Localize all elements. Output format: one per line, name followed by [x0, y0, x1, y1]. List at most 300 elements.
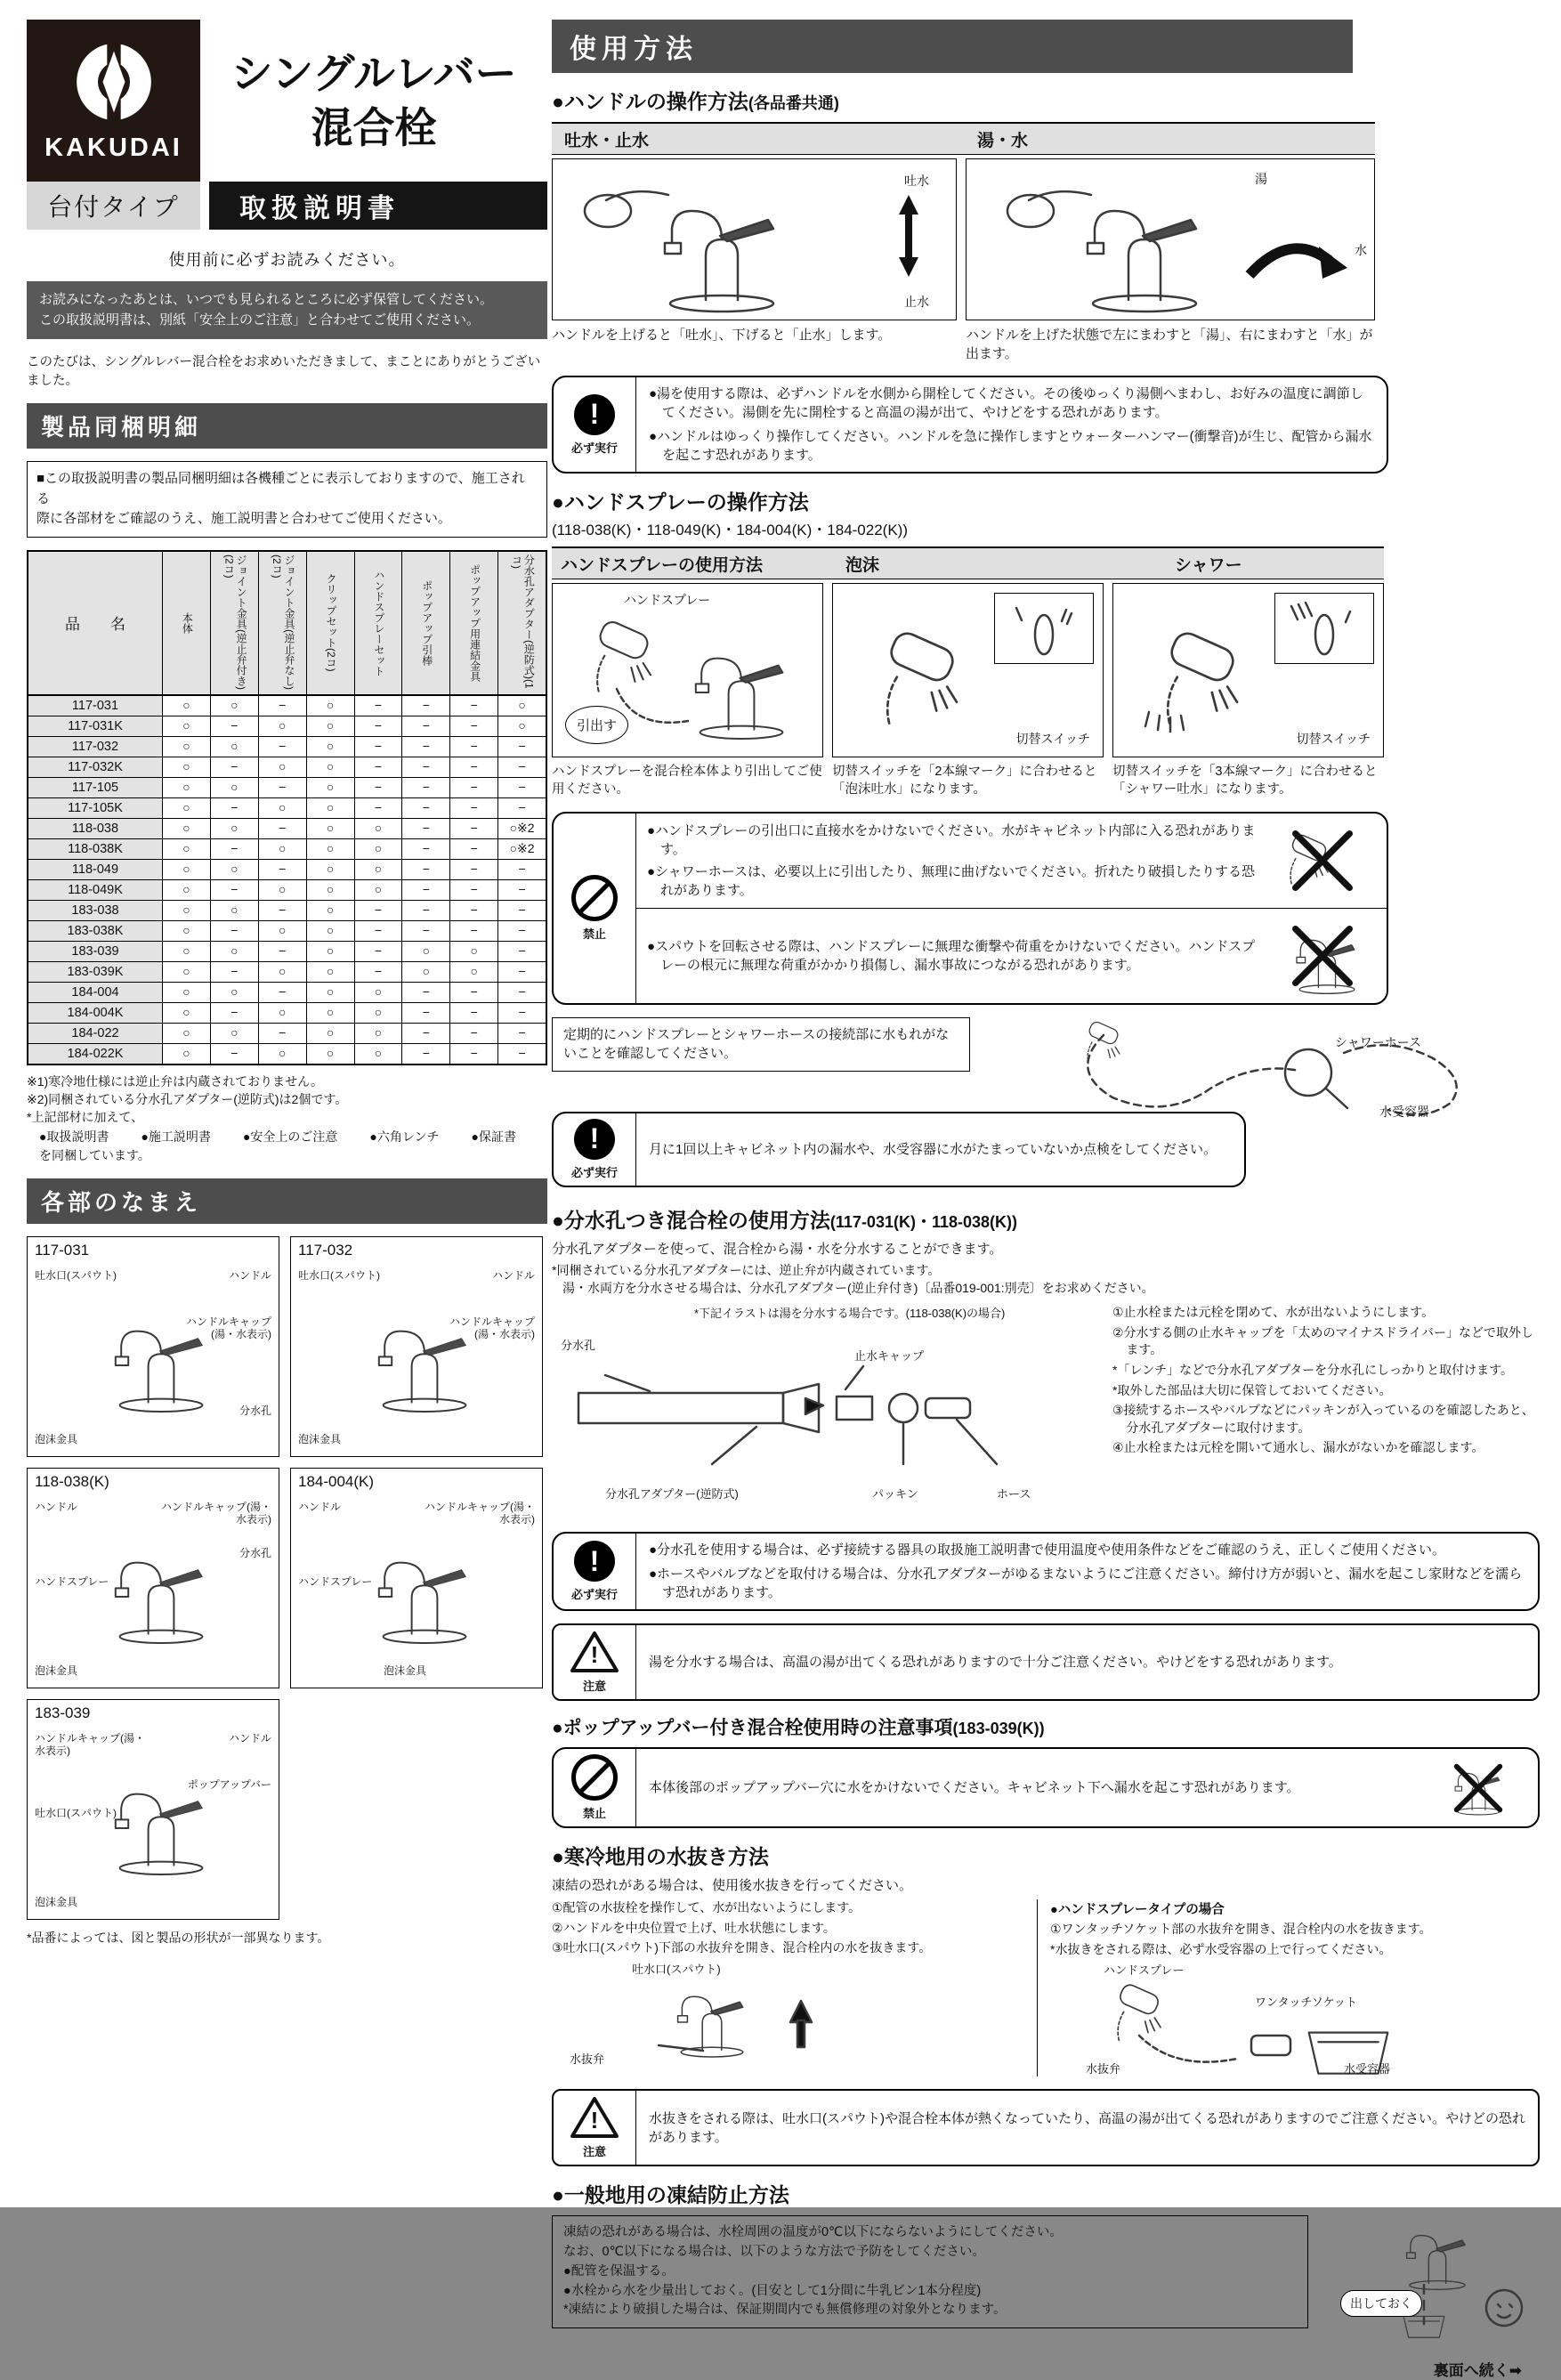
included-mark: −: [450, 716, 498, 736]
product-code: 117-105: [28, 778, 163, 797]
tab-spout-stop: 吐水・止水: [564, 132, 650, 150]
included-mark: −: [259, 983, 307, 1002]
footnote-1: ※1)寒冷地仕様には逆止弁は内蔵されておりません。: [27, 1073, 324, 1089]
included-mark: ○: [259, 962, 307, 982]
included-mark: ○: [163, 983, 211, 1002]
parts-model-id: 183-039: [35, 1704, 91, 1721]
label-packing: パッキン: [872, 1487, 918, 1502]
included-mark: ○: [355, 1044, 403, 1064]
freeze-line: 凍結の恐れがある場合は、水栓周囲の温度が0℃以下にならないようにしてください。: [563, 2225, 1063, 2240]
included-mark: ○: [163, 696, 211, 716]
included-mark: ○: [307, 716, 355, 736]
included-mark: −: [450, 737, 498, 757]
included-note-line2: 際に各部材をご確認のうえ、施工説明書と合わせてご使用ください。: [36, 511, 451, 526]
drain-intro: 凍結の恐れがある場合は、使用後水抜きを行ってください。: [552, 1878, 913, 1894]
freeze-line: ●水栓から水を少量出しておく。(目安として1分間に牛乳ビン1本分程度): [563, 2283, 982, 2298]
part-label: ハンドル: [228, 1268, 271, 1282]
footnote-2: ※2)同梱されている分水孔アダプター(逆防式)は2個です。: [27, 1091, 348, 1106]
keep-note-line1: お読みになったあとは、いつでも見られるところに必ず保管してください。: [39, 292, 494, 307]
prohibit-box-spray: [552, 812, 1388, 1005]
section-included-title: 製品同梱明細: [27, 403, 547, 449]
bunsui-diagram-note: *下記イラストは湯を分水する場合です。(118-038(K)の場合): [694, 1307, 1006, 1321]
drain-right-title: ●ハンドスプレータイプの場合: [1050, 1903, 1225, 1918]
included-mark: ○: [307, 901, 355, 920]
prohibit-icon-col: [554, 814, 636, 1003]
included-mark: −: [211, 1044, 259, 1064]
handle-heading: [552, 85, 1540, 115]
included-mark: ○※2: [509, 820, 535, 835]
spray-heading-text: ●ハンドスプレーの操作方法: [552, 490, 809, 514]
included-note-line1: ■この取扱説明書の製品同梱明細は各機種ごとに表示しておりますので、施工される: [36, 471, 525, 506]
label-spout: 吐水: [904, 174, 929, 188]
mandatory-bullet: ●湯を使用する際は、必ずハンドルを水側から開栓してください。その後ゆっくり湯側へまわし、お好みの温度に調節してください。湯側を先に開栓すると高温の湯が出て、やけどをする恐れがあります。: [649, 386, 1363, 420]
product-code: 117-031K: [28, 716, 163, 736]
parts-model-id: 184-004(K): [298, 1472, 375, 1490]
included-mark: −: [450, 880, 498, 900]
included-mark: −: [211, 798, 259, 818]
included-mark: ○: [163, 860, 211, 879]
product-code: 117-105K: [28, 798, 163, 818]
column-header: ジョイント金具(逆止弁なし)(2コ): [259, 552, 307, 694]
mandatory-bullet: ●ハンドルはゆっくり操作してください。ハンドルを急に操作しますとウォーターハンマー(衝撃音)が生じ、配管から漏水を起こす恐れがあります。: [649, 429, 1372, 463]
included-mark: ○: [259, 921, 307, 941]
table-row: [28, 778, 546, 798]
included-mark: ○: [163, 1024, 211, 1043]
doc-label: 取扱説明書: [209, 182, 547, 230]
drain-step: ①配管の水抜栓を操作して、水が出ないようにします。: [552, 1900, 861, 1915]
mandatory-label: 必ず実行: [570, 441, 618, 455]
product-code: 183-039: [28, 942, 163, 961]
included-mark: ○: [307, 696, 355, 716]
included-mark: −: [259, 901, 307, 920]
bunsui-steps: [1112, 1304, 1540, 1460]
included-mark: −: [402, 921, 450, 941]
popup-heading: [552, 1713, 1540, 1740]
parts-diagram-box: [290, 1236, 543, 1457]
extra-item: ●施工説明書: [141, 1129, 211, 1145]
column-header: ポップアップ用連結金具: [450, 552, 498, 694]
section-parts-title: 各部のなまえ: [27, 1178, 547, 1224]
part-label: 吐水口(スパウト): [298, 1268, 380, 1282]
extra-items: [27, 1128, 547, 1145]
included-mark: −: [518, 758, 526, 773]
label-spout: 吐水口(スパウト): [632, 1962, 721, 1976]
included-mark: ○: [163, 839, 211, 859]
panel-spout-stop: [552, 158, 957, 320]
parts-diagram-box: [27, 1236, 279, 1457]
included-mark: −: [355, 778, 403, 797]
included-mark: −: [402, 860, 450, 879]
extra-prefix: *上記部材に加えて、: [27, 1110, 144, 1125]
bunsui-step: ②分水する側の止水キャップを「太めのマイナスドライバー」などで取外します。: [1112, 1324, 1534, 1357]
part-label: 泡沫金具: [35, 1895, 78, 1908]
hose-illustration: [1050, 1017, 1531, 1124]
drain-step: *水抜きをされる際は、必ず水受容器の上で行ってください。: [1050, 1941, 1392, 1956]
label-water-receiver: 水受容器: [1379, 1104, 1429, 1119]
included-note-box: [27, 461, 547, 538]
prohibit-bullet: ●スパウトを回転させる際は、ハンドスプレーに無理な衝撃や荷重をかけないでください。ハンドスプレーの根元に無理な荷重がかかり損傷し、漏水事故につながる恐れがあります。: [647, 938, 1256, 973]
faucet-illustration: [353, 1296, 496, 1421]
label-handspray: ハンドスプレー: [624, 593, 711, 607]
mandatory-bullet: ●分水孔を使用する場合は、必ず接続する器具の取扱施工説明書で使用温度や使用条件などをご確認のうえ、正しくご使用ください。: [649, 1542, 1445, 1558]
included-mark: −: [211, 962, 259, 982]
included-mark: ○: [355, 819, 403, 838]
prohibit-label: 禁止: [582, 927, 606, 941]
crossed-faucet-icon: [1269, 916, 1376, 996]
prohibit-icon: [571, 1754, 618, 1801]
part-label: ハンドルキャップ(湯・水表示): [35, 1731, 145, 1758]
title-line1: シングルレバー: [231, 49, 517, 97]
caution-icon: !: [570, 2096, 619, 2139]
part-label: ハンドル: [228, 1731, 271, 1745]
included-mark: −: [518, 963, 526, 978]
handle-panels: [552, 158, 1540, 320]
freeze-note-box: [552, 2215, 1308, 2328]
product-code: 118-038K: [28, 839, 163, 859]
label-shower-hose: シャワーホース: [1335, 1034, 1422, 1049]
included-mark: −: [259, 696, 307, 716]
included-mark: ○: [355, 880, 403, 900]
part-label: ハンドルキャップ(湯・水表示): [449, 1315, 535, 1341]
table-row: [28, 962, 546, 983]
included-mark: ○: [307, 1003, 355, 1023]
spray-models: (118-038(K)・118-049(K)・184-004(K)・184-022(K)): [552, 522, 908, 538]
freeze-line: なお、0℃以下になる場合は、以下のような方法で予防をしてください。: [563, 2245, 985, 2260]
spray-captions: [552, 763, 1540, 799]
caution-icon-col: [554, 1625, 636, 1699]
table-row: [28, 983, 546, 1003]
included-mark: ○: [307, 1044, 355, 1064]
caution-icon: !: [570, 1631, 619, 1673]
included-mark: −: [211, 1003, 259, 1023]
included-mark: −: [518, 943, 526, 958]
caption-shower: 切替スイッチを「3本線マーク」に合わせると「シャワー吐水」になります。: [1112, 765, 1378, 797]
handle-tab-bar: [552, 122, 1375, 155]
included-mark: −: [450, 860, 498, 879]
included-mark: −: [259, 942, 307, 961]
popup-heading-sub: (183-039(K)): [952, 1720, 1045, 1738]
part-label: ハンドル: [491, 1268, 535, 1282]
part-label: ハンドルキャップ(湯・水表示): [185, 1315, 271, 1341]
label-drain-valve: 水抜弁: [570, 2052, 605, 2066]
freeze-line: *凍結により破損した場合は、保証期間内でも無償修理の対象外となります。: [563, 2303, 1007, 2318]
bunsui-block: [552, 1304, 1540, 1519]
product-code: 183-038: [28, 901, 163, 920]
switch-inset-3line: [1274, 593, 1374, 664]
included-mark: ○: [307, 819, 355, 838]
product-code: 183-039K: [28, 962, 163, 982]
column-header: クリップセット(2コ): [307, 552, 355, 694]
table-row: [28, 901, 546, 921]
included-mark: −: [402, 737, 450, 757]
included-mark: −: [259, 778, 307, 797]
included-mark: −: [518, 861, 526, 876]
switch-inset-2line: [994, 593, 1094, 664]
drain-heading: ●寒冷地用の水抜き方法: [552, 1845, 769, 1869]
crossed-faucet-icon: [1269, 821, 1376, 901]
freeze-block: [552, 2215, 1540, 2349]
included-mark: −: [402, 798, 450, 818]
included-table-header: [28, 552, 546, 696]
panel-aerator: [832, 583, 1104, 757]
bunsui-step: ①止水栓または元栓を閉めて、水が出ないようにします。: [1112, 1305, 1435, 1320]
table-row: [28, 880, 546, 901]
faucet-illustration: [90, 1759, 232, 1883]
column-header: 本体: [163, 552, 211, 694]
prohibit-icon-col: [554, 1749, 636, 1826]
parts-model-id: 118-038(K): [35, 1472, 109, 1490]
left-column: [27, 20, 547, 1947]
included-mark: −: [450, 921, 498, 941]
included-mark: −: [450, 1044, 498, 1064]
spray-heading: [552, 486, 1540, 515]
included-mark: ○: [163, 880, 211, 900]
included-mark: −: [259, 860, 307, 879]
included-mark: −: [518, 1024, 526, 1040]
extra-item: ●取扱説明書: [39, 1129, 109, 1145]
label-switch: 切替スイッチ: [1296, 732, 1371, 746]
part-label: ハンドスプレー: [35, 1575, 109, 1588]
included-mark: ○: [163, 757, 211, 777]
table-row: [28, 860, 546, 880]
extra-item: ●保証書: [471, 1129, 516, 1145]
leak-check-area: [552, 1017, 1540, 1192]
table-row: [28, 716, 546, 737]
included-mark: ○: [211, 778, 259, 797]
included-mark: −: [450, 819, 498, 838]
included-mark: ○: [163, 962, 211, 982]
drain-step: ①ワンタッチソケット部の水抜弁を開き、混合栓内の水を抜きます。: [1050, 1922, 1432, 1937]
mandatory-icon: !: [574, 394, 615, 435]
included-mark: ○: [450, 962, 498, 982]
included-mark: ○: [307, 983, 355, 1002]
mandatory-bullet: ●ホースやバルブなどを取付ける場合は、分水孔アダプターがゆるまないようにご注意ください。締付け方が弱いと、漏水を起こし家財などを濡らす恐れがあります。: [649, 1566, 1523, 1601]
included-mark: ○: [259, 880, 307, 900]
prohibit-cell-top: [636, 814, 1387, 908]
included-mark: −: [211, 880, 259, 900]
page-title: [231, 46, 516, 155]
type-label: 台付タイプ: [27, 182, 200, 230]
drain-left-diagram: [552, 1960, 1037, 2067]
caution-box-drain: [552, 2089, 1540, 2166]
mandatory-box-bunsui: [552, 1532, 1540, 1611]
table-row: [28, 737, 546, 757]
handle-captions: [552, 326, 1540, 363]
included-mark: ○: [163, 921, 211, 941]
tab-shower: シャワー: [1175, 556, 1242, 575]
brand-name: KAKUDAI: [44, 133, 182, 162]
product-code: 184-004K: [28, 1003, 163, 1023]
mandatory-label: 必ず実行: [570, 1588, 618, 1602]
included-mark: −: [518, 1045, 526, 1060]
label-hose: ホース: [997, 1487, 1031, 1502]
parts-model-id: 117-031: [35, 1241, 90, 1259]
keep-note-box: [27, 281, 547, 339]
included-mark: ○: [518, 697, 526, 712]
drain-right-diagram: [1050, 1961, 1535, 2076]
included-mark: −: [211, 839, 259, 859]
column-header: 分水孔アダプター(逆防式)(1コ): [510, 554, 536, 689]
table-row: [28, 1024, 546, 1044]
table-row: [28, 798, 546, 819]
tab-hot-cold: 湯・水: [977, 132, 1029, 150]
drain-step: ③吐水口(スパウト)下部の水抜弁を開き、混合栓内の水を抜きます。: [552, 1940, 932, 1955]
label-keep-running: 出しておく: [1340, 2290, 1422, 2317]
extra-item: ●六角レンチ: [369, 1129, 440, 1145]
table-row: [28, 1044, 546, 1064]
included-mark: −: [402, 778, 450, 797]
parts-diagram-box: [27, 1699, 279, 1920]
spray-head-illustration: [842, 605, 1002, 748]
included-mark: −: [402, 901, 450, 920]
prohibit-bullet: ●シャワーホースは、必要以上に引出したり、無理に曲げないでください。折れたり破損したりする恐れがあります。: [647, 863, 1256, 898]
included-mark: ○: [307, 778, 355, 797]
included-mark: −: [518, 779, 526, 794]
table-row: [28, 921, 546, 942]
included-mark: ○: [259, 1044, 307, 1064]
part-label: ハンドスプレー: [298, 1575, 373, 1588]
mandatory-icon-col: [554, 1534, 636, 1609]
bunsui-intro: 分水孔アダプターを使って、混合栓から湯・水を分水することができます。: [552, 1241, 1003, 1257]
included-mark: −: [355, 737, 403, 757]
part-label: 泡沫金具: [35, 1432, 78, 1445]
prohibit-icon: [571, 875, 618, 921]
included-mark: ○: [450, 942, 498, 961]
extra-item: ●安全上のご注意: [242, 1129, 338, 1145]
bunsui-step: *「レンチ」などで分水孔アダプターを分水孔にしっかりと取付けます。: [1112, 1362, 1514, 1377]
label-branch-hole: 分水孔: [561, 1339, 596, 1353]
panel-shower: [1112, 583, 1384, 757]
faucet-illustration: [353, 1527, 496, 1652]
included-table-rows: [28, 696, 546, 1064]
brand-header: [27, 20, 547, 182]
included-mark: ○: [211, 819, 259, 838]
continue-note: 裏面へ続く➡: [1433, 2362, 1522, 2380]
faucet-illustration: [90, 1296, 232, 1421]
kakudai-logo-icon: [71, 39, 157, 125]
label-cold: 水: [1355, 243, 1367, 257]
right-column: [552, 20, 1540, 2380]
part-label: ハンドルキャップ(湯・水表示): [425, 1500, 535, 1526]
part-label: 分水孔: [239, 1404, 271, 1417]
bunsui-step: *取外した部品は大切に保管しておいてください。: [1112, 1382, 1392, 1397]
included-mark: ○: [259, 716, 307, 736]
mandatory-label: 必ず実行: [570, 1165, 618, 1179]
included-mark: −: [402, 819, 450, 838]
read-first-note: 使用前に必ずお読みください。: [168, 251, 406, 269]
mandatory-box-handle: [552, 376, 1388, 474]
table-row: [28, 819, 546, 839]
included-mark: −: [211, 716, 259, 736]
included-mark: ○: [307, 737, 355, 757]
popup-heading-text: ●ポップアップバー付き混合栓使用時の注意事項: [552, 1718, 953, 1739]
caution-text: 湯を分水する場合は、高温の湯が出てくる恐れがありますので十分ご注意ください。やけどをする恐れがあります。: [649, 1655, 1342, 1671]
included-mark: −: [450, 778, 498, 797]
included-mark: ○: [402, 962, 450, 982]
type-row: [27, 182, 547, 230]
included-mark: −: [402, 716, 450, 736]
parts-footnote: *品番によっては、図と製品の形状が一部異なります。: [27, 1930, 330, 1945]
drain-left-column: [552, 1899, 1037, 2076]
column-header: ポップアップ引棒: [402, 552, 450, 694]
included-mark: ○: [211, 737, 259, 757]
part-label: ハンドル: [35, 1500, 78, 1513]
up-down-arrow-icon: [897, 195, 920, 277]
included-mark: −: [355, 942, 403, 961]
brand-logo-box: [27, 20, 200, 182]
mandatory-box-monthly: [552, 1112, 1246, 1187]
thanks-note: このたびは、シングルレバー混合栓をお求めいただきまして、まことにありがとうございました。: [27, 355, 541, 388]
included-mark: −: [355, 921, 403, 941]
included-mark: −: [450, 798, 498, 818]
included-mark: −: [402, 839, 450, 859]
extra-suffix: を同梱しています。: [39, 1147, 150, 1162]
bunsui-step: ④止水栓または元栓を開いて通水し、漏水がないかを確認します。: [1112, 1440, 1484, 1455]
product-code: 118-038: [28, 819, 163, 838]
product-code: 118-049K: [28, 880, 163, 900]
included-mark: −: [518, 738, 526, 753]
column-header-name: 品 名: [28, 552, 163, 694]
leak-check-note-box: 定期的にハンドスプレーとシャワーホースの接続部に水もれがないことを確認してください。: [552, 1017, 970, 1073]
included-mark: ○: [211, 901, 259, 920]
included-mark: −: [355, 901, 403, 920]
part-label: 泡沫金具: [384, 1664, 427, 1677]
mandatory-content: [636, 377, 1387, 472]
included-mark: ○: [259, 839, 307, 859]
included-mark: −: [450, 696, 498, 716]
mandatory-icon: !: [574, 1541, 615, 1582]
included-mark: ○: [307, 921, 355, 941]
label-adapter: 分水孔アダプター(逆防式): [605, 1487, 739, 1502]
parts-diagram-box: [27, 1468, 279, 1688]
parts-model-id: 117-032: [298, 1241, 353, 1259]
included-mark: −: [402, 1044, 450, 1064]
included-mark: ○: [163, 942, 211, 961]
included-mark: ○: [307, 962, 355, 982]
prohibit-box-popup: [552, 1747, 1540, 1828]
included-mark: −: [259, 737, 307, 757]
product-code: 118-049: [28, 860, 163, 879]
handle-heading-text: ●ハンドルの操作方法: [552, 90, 748, 113]
included-mark: −: [518, 922, 526, 937]
crossed-faucet-icon: [1428, 1758, 1525, 1818]
label-stop: 止水: [904, 295, 929, 309]
part-label: ハンドルキャップ(湯・水表示): [161, 1500, 271, 1526]
label-receiver: 水受容器: [1344, 2062, 1391, 2076]
tab-aerator: 泡沫: [845, 556, 880, 575]
included-mark: −: [518, 799, 526, 814]
included-mark: ○: [355, 983, 403, 1002]
part-label: 吐水口(スパウト): [35, 1806, 117, 1819]
included-mark: ○: [518, 717, 526, 733]
keep-note-line2: この取扱説明書は、別紙「安全上のご注意」と合わせてご使用ください。: [39, 312, 481, 328]
bunsui-heading-text: ●分水孔つき混合栓の使用方法: [552, 1208, 830, 1232]
included-mark: −: [402, 880, 450, 900]
included-mark: −: [450, 839, 498, 859]
caption-pullout: ハンドスプレーを混合栓本体より引出してご使用ください。: [552, 765, 822, 797]
product-code: 117-032: [28, 737, 163, 757]
column-header: ジョイント金具(逆止弁付き)(2コ): [211, 552, 259, 694]
prohibit-bullet: ●ハンドスプレーの引出口に直接水をかけないでください。水がキャビネット内部に入る恐れがあります。: [647, 822, 1256, 857]
part-label: 泡沫金具: [35, 1664, 78, 1677]
table-row: [28, 942, 546, 962]
product-code: 183-038K: [28, 921, 163, 941]
included-mark: ○: [307, 942, 355, 961]
table-row: [28, 1003, 546, 1024]
product-code: 184-004: [28, 983, 163, 1002]
included-mark: −: [211, 757, 259, 777]
caution-label: 注意: [582, 2145, 606, 2159]
